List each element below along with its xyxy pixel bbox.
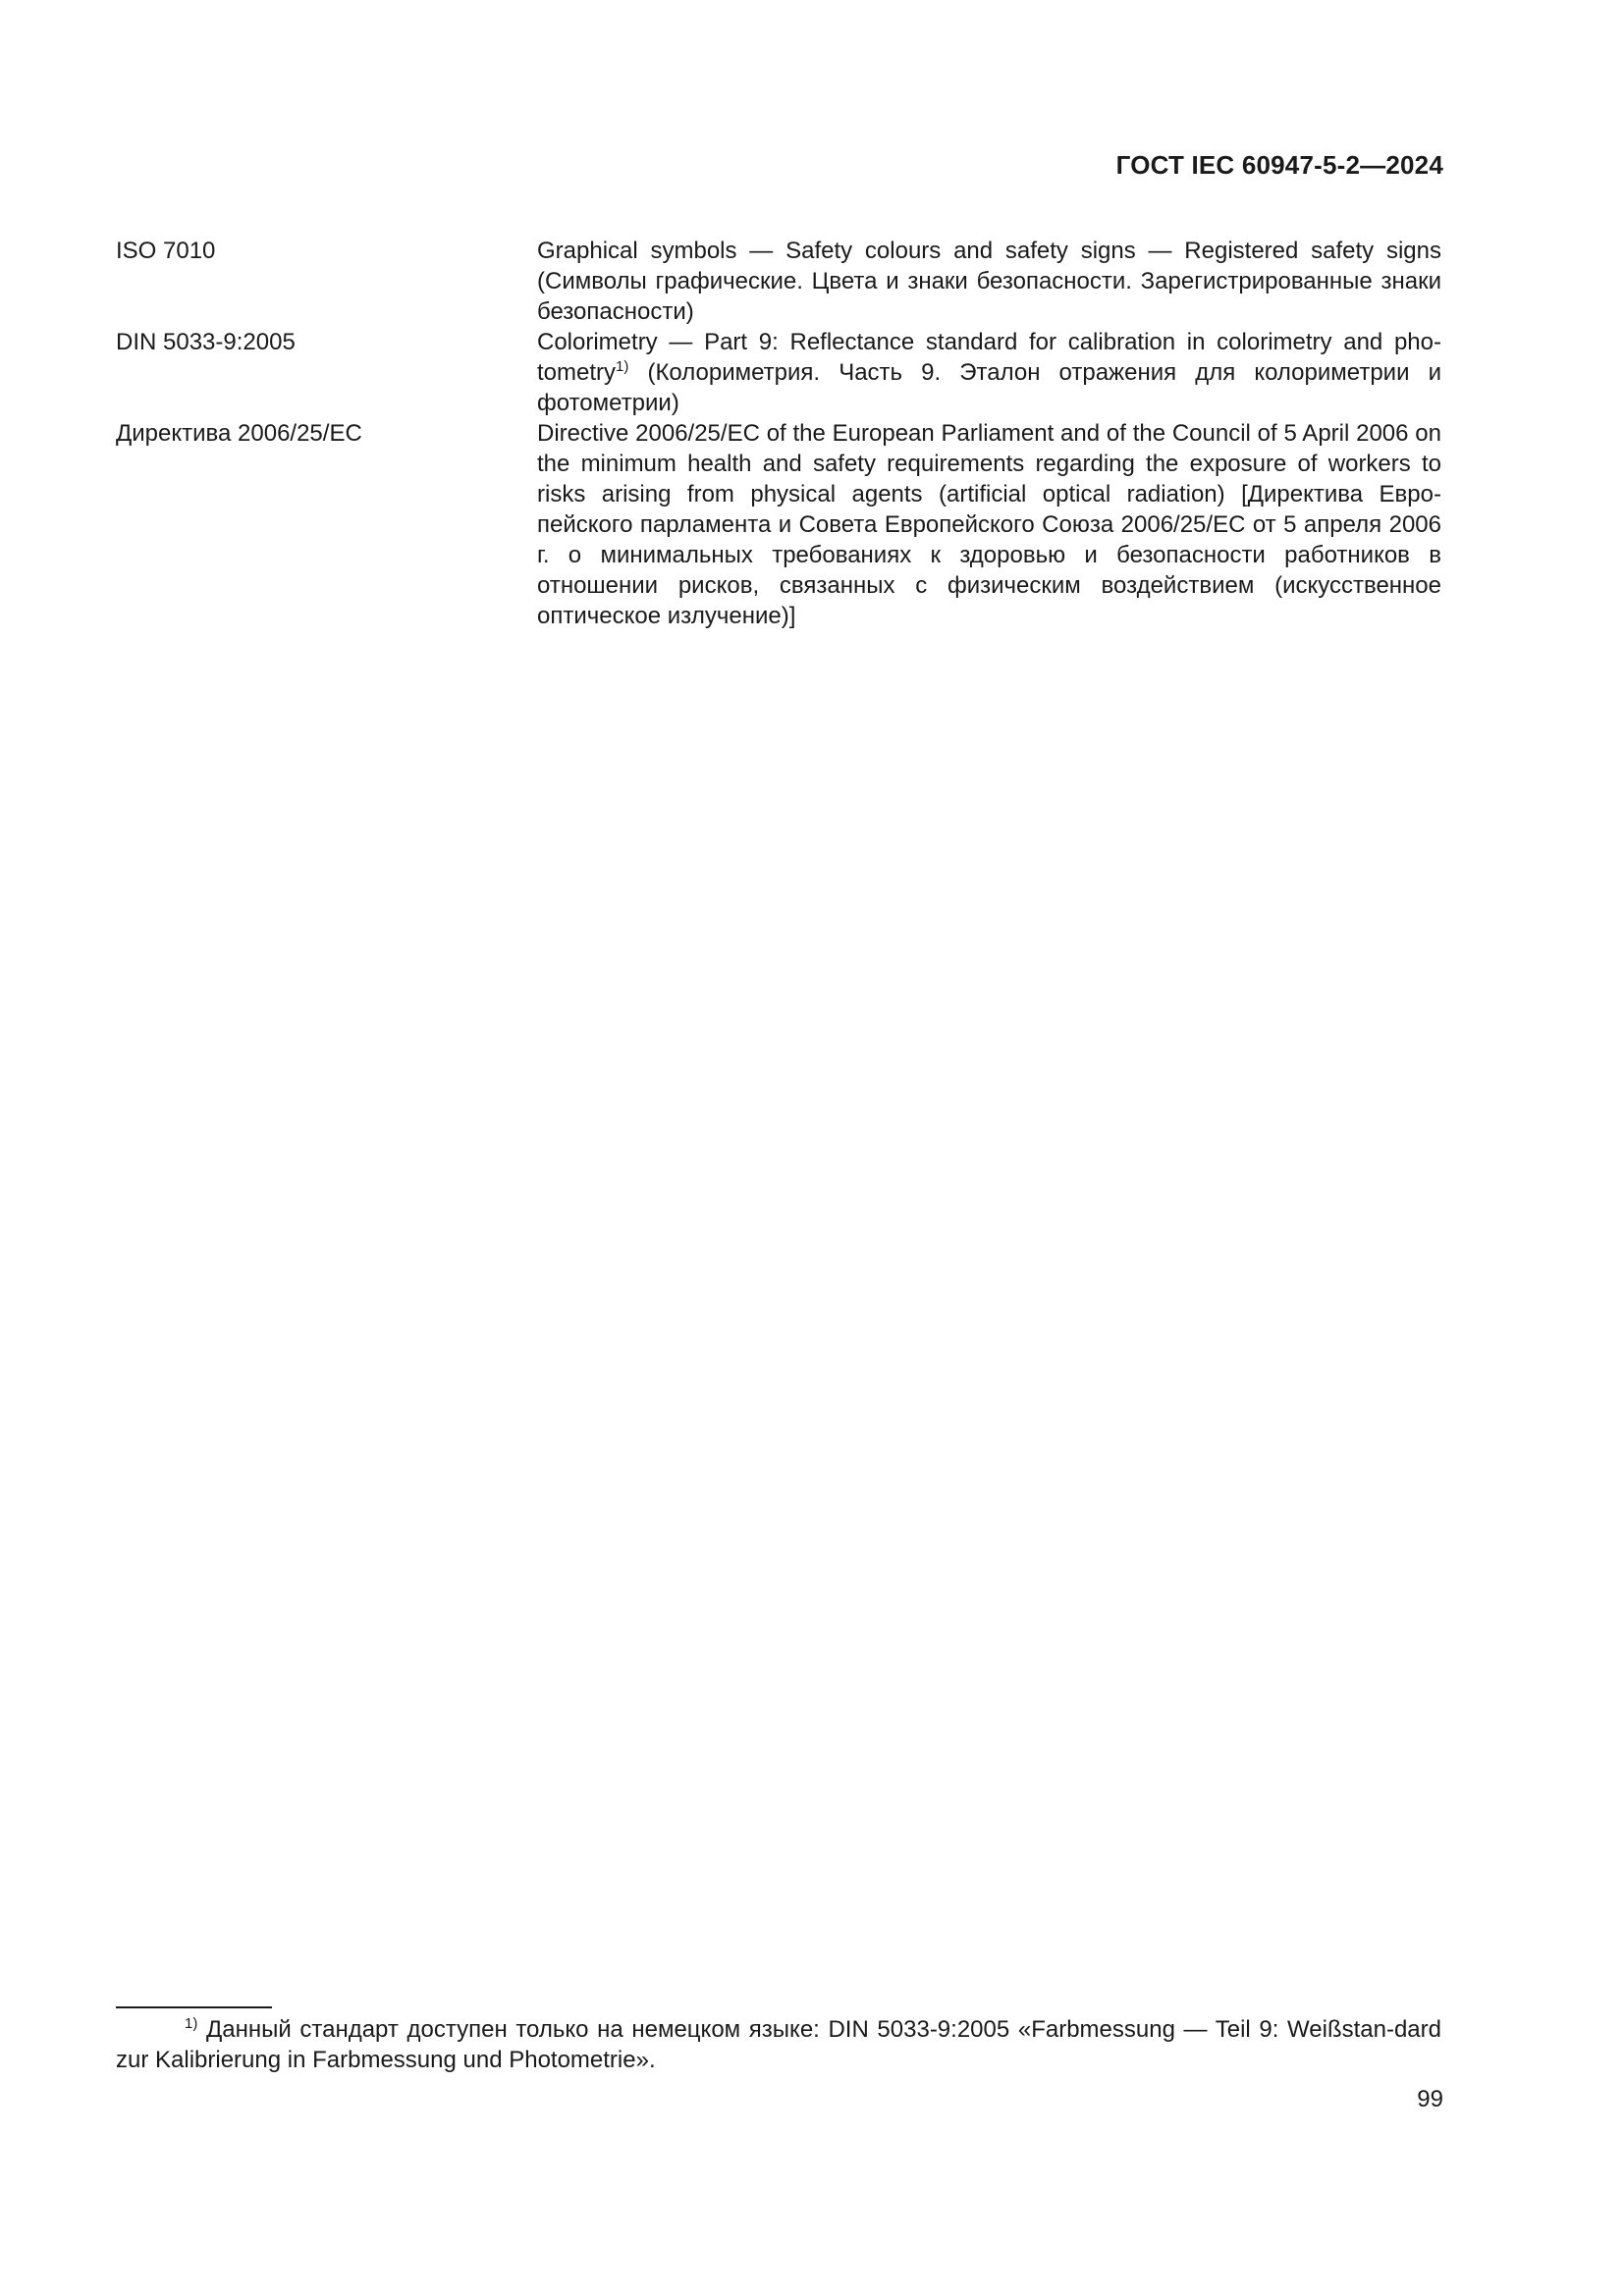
page-number: 99	[1417, 2086, 1443, 2112]
standard-header: ГОСТ IEC 60947-5-2—2024	[1115, 150, 1443, 180]
reference-row	[116, 236, 1441, 327]
footnote-text: Данный стандарт доступен только на немецком языке: DIN 5033-9:2005 «Farbmessung — Teil 9: Weißstan-dard zur Kalibrierung in Farbmessung und Photometrie».	[116, 2016, 1441, 2073]
reference-code: DIN 5033-9:2005	[116, 329, 296, 355]
footnote-divider	[116, 2006, 272, 2008]
footnote-mark: 1)	[616, 358, 629, 375]
footnote-number: 1)	[185, 2015, 198, 2032]
reference-row	[116, 418, 1441, 631]
reference-description	[537, 327, 1441, 418]
reference-description	[537, 418, 1441, 631]
reference-code: ISO 7010	[116, 238, 216, 264]
footnote	[116, 2014, 1441, 2075]
reference-code: Директива 2006/25/ЕС	[116, 420, 362, 447]
reference-text-continued: (Колориметрия. Часть 9. Эталон отражения для колориметрии и фотометрии)	[537, 359, 1441, 416]
reference-text: Directive 2006/25/EC of the European Parliament and of the Council of 5 April 2006 on the minimum health and safety requirements regarding the exposure of workers to risks arising from physical agents (artificial optical radiation) [Директива Евро-пейского парламента и Совета Европейского Союза 2006/25/ЕС от 5 апреля 2006 г. о минимальных требованиях к здоровью и безопасности работников в отношении рисков, связанных с физическим воздействием (искусственное оптическое излучение)]	[537, 420, 1441, 629]
reference-text: Colorimetry — Part 9: Reflectance standard for calibration in colorimetry and pho-tometry	[537, 329, 1441, 386]
reference-description	[537, 236, 1441, 327]
reference-list	[116, 236, 1441, 631]
reference-text: Graphical symbols — Safety colours and safety signs — Registered safety signs (Символы графические. Цвета и знаки безопасности. Зарегистрированные знаки безопасности)	[537, 238, 1441, 325]
reference-row	[116, 327, 1441, 418]
